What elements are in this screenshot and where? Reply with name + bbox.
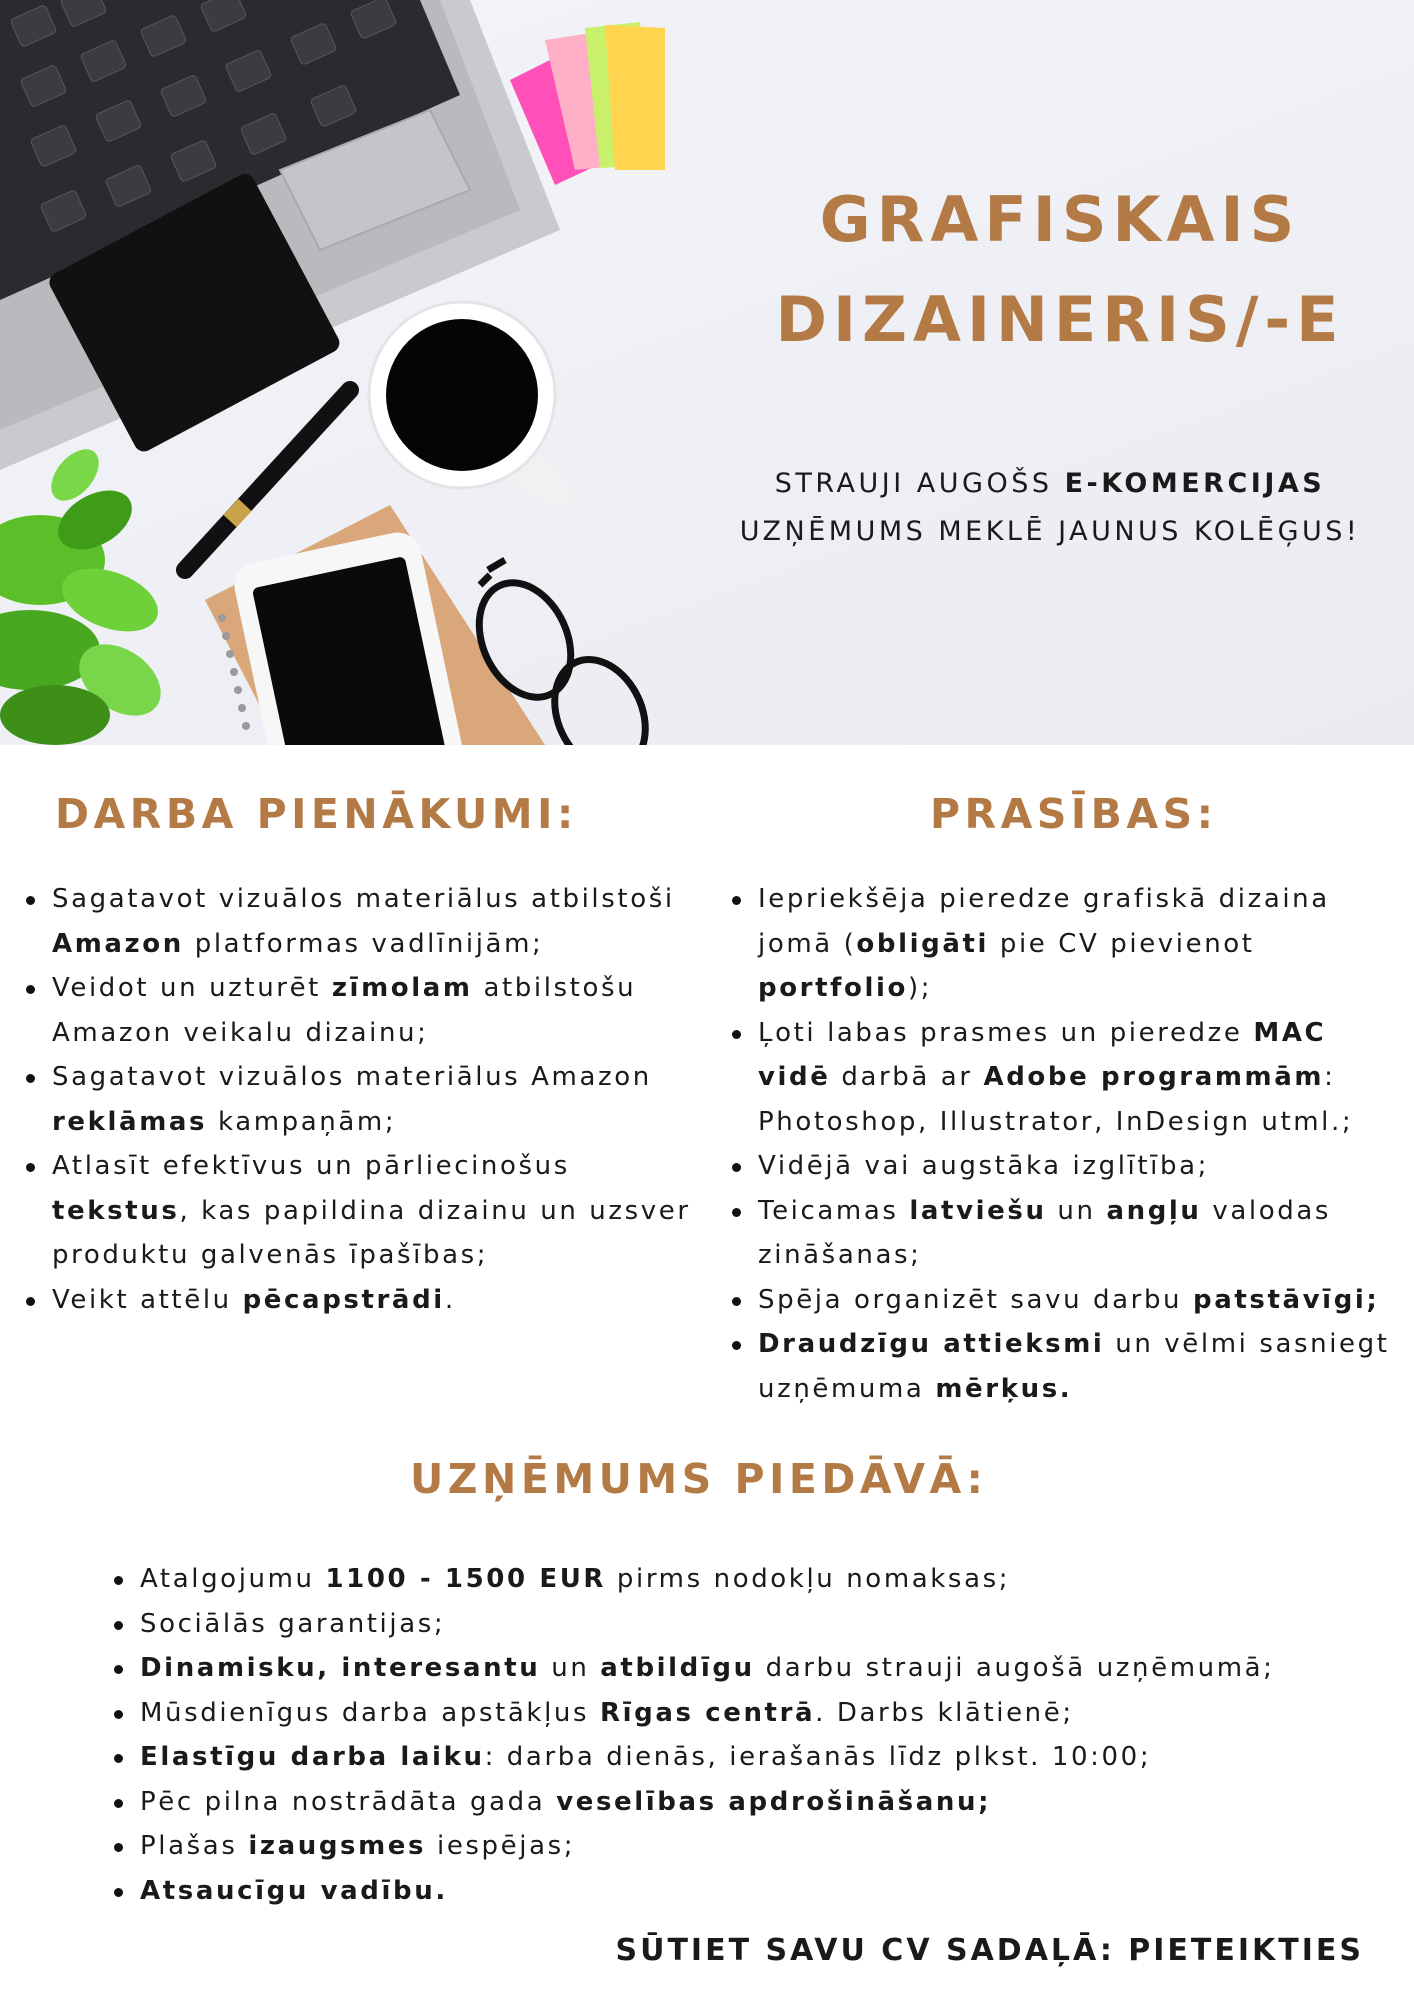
text: kampaņām; bbox=[207, 1106, 397, 1137]
bold-text: Amazon bbox=[52, 928, 184, 959]
list-item bbox=[728, 1278, 1408, 1323]
duties-heading: DARBA PIENĀKUMI: bbox=[55, 790, 578, 838]
list-item bbox=[22, 1055, 702, 1144]
job-title-line1: GRAFISKAIS bbox=[819, 183, 1301, 256]
requirements-heading: PRASĪBAS: bbox=[930, 790, 1218, 838]
list-item bbox=[110, 1780, 1400, 1825]
bold-text: veselības apdrošināšanu; bbox=[556, 1786, 992, 1817]
text: pie CV pievienot bbox=[989, 928, 1255, 959]
requirements-list bbox=[728, 877, 1408, 1411]
bold-text: Elastīgu darba laiku bbox=[140, 1742, 485, 1772]
job-title-line2: DIZAINERIS/-E bbox=[775, 283, 1345, 356]
list-item bbox=[110, 1691, 1400, 1736]
hero-banner bbox=[0, 0, 1414, 745]
text: Plašas bbox=[140, 1831, 249, 1861]
duties-list bbox=[22, 877, 702, 1322]
text: pirms nodokļu nomaksas; bbox=[606, 1564, 1011, 1594]
bold-text: E-KOMERCIJAS bbox=[1064, 468, 1326, 499]
text: ); bbox=[908, 973, 933, 1003]
bold-text: reklāmas bbox=[52, 1106, 208, 1137]
list-item bbox=[110, 1557, 1400, 1602]
list-item bbox=[110, 1735, 1400, 1780]
list-item bbox=[110, 1646, 1400, 1691]
workspace-photo bbox=[0, 0, 700, 745]
text: Sociālās garantijas; bbox=[140, 1608, 446, 1639]
bold-text: Draudzīgu attieksmi bbox=[758, 1329, 1105, 1359]
text: . Darbs klātienē; bbox=[815, 1697, 1074, 1728]
bold-text: MAC vidē bbox=[758, 1017, 1327, 1092]
bold-text: obligāti bbox=[856, 928, 990, 959]
bold-text: atbildīgu bbox=[600, 1653, 755, 1683]
list-item bbox=[110, 1602, 1400, 1647]
bold-text: tekstus bbox=[52, 1195, 180, 1226]
text: STRAUJI AUGOŠS bbox=[774, 468, 1065, 499]
text: Sagatavot vizuālos materiālus Amazon bbox=[52, 1062, 652, 1092]
list-item bbox=[110, 1824, 1400, 1869]
text: iespējas; bbox=[426, 1831, 576, 1861]
list-item bbox=[22, 966, 702, 1055]
text: Ļoti labas prasmes un pieredze bbox=[758, 1017, 1254, 1048]
text: Vidējā vai augstāka izglītība; bbox=[758, 1151, 1209, 1181]
list-item bbox=[728, 1322, 1408, 1411]
list-item bbox=[22, 1144, 702, 1278]
list-item bbox=[22, 1278, 702, 1323]
job-title bbox=[700, 170, 1414, 370]
apply-call-to-action: SŪTIET SAVU CV SADAĻĀ: PIETEIKTIES bbox=[615, 1933, 1364, 1968]
text: darbu strauji augošā uzņēmumā; bbox=[754, 1653, 1275, 1683]
text: un bbox=[1046, 1195, 1107, 1226]
bold-text: Dinamisku, interesantu bbox=[140, 1653, 541, 1683]
bold-text: mērķus. bbox=[935, 1373, 1073, 1404]
text: valodas zināšanas; bbox=[758, 1195, 1332, 1270]
bold-text: angļu bbox=[1106, 1195, 1202, 1226]
bold-text: latviešu bbox=[909, 1195, 1047, 1226]
bold-text: pēcapstrādi bbox=[242, 1284, 445, 1315]
text: . bbox=[444, 1284, 456, 1315]
bold-text: Rīgas centrā bbox=[599, 1697, 816, 1728]
tagline bbox=[730, 460, 1370, 556]
text: darbā ar bbox=[830, 1062, 984, 1092]
list-item bbox=[22, 877, 702, 966]
text: platformas vadlīnijām; bbox=[183, 928, 544, 959]
offer-list bbox=[110, 1557, 1400, 1913]
smartphone-icon bbox=[230, 528, 470, 745]
text: : Photoshop, Illustrator, InDesign utml.; bbox=[758, 1062, 1354, 1137]
bold-text: portfolio bbox=[758, 973, 908, 1003]
coffee-cup-icon bbox=[369, 302, 581, 517]
text: Mūsdienīgus darba apstākļus bbox=[140, 1697, 600, 1728]
text: atbilstošu Amazon veikalu dizainu; bbox=[52, 973, 637, 1048]
list-item bbox=[728, 1011, 1408, 1145]
text: un bbox=[540, 1653, 601, 1683]
bold-text: Atsaucīgu vadību. bbox=[140, 1875, 448, 1906]
text: Teicamas bbox=[758, 1195, 910, 1226]
text: Iepriekšēja pieredze grafiskā dizaina jomā ( bbox=[758, 884, 1330, 959]
list-item bbox=[728, 877, 1408, 1011]
offer-heading: UZŅĒMUMS PIEDĀVĀ: bbox=[410, 1455, 988, 1503]
list-item bbox=[728, 1144, 1408, 1189]
text: Spēja organizēt savu darbu bbox=[758, 1284, 1193, 1315]
text: Veidot un uzturēt bbox=[52, 973, 332, 1003]
bold-text: patstāvīgi; bbox=[1193, 1284, 1380, 1315]
bold-text: 1100 - 1500 EUR bbox=[325, 1564, 607, 1594]
list-item bbox=[728, 1189, 1408, 1278]
text: , kas papildina dizainu un uzsver produktu galvenās īpašības; bbox=[52, 1195, 691, 1270]
sticky-notes-icon bbox=[510, 22, 665, 185]
text: Atlasīt efektīvus un pārliecinošus bbox=[52, 1151, 570, 1181]
bold-text: Adobe programmām bbox=[983, 1062, 1325, 1092]
text: Sagatavot vizuālos materiālus atbilstoši bbox=[52, 884, 675, 914]
list-item bbox=[110, 1869, 1400, 1914]
plant-icon bbox=[0, 440, 174, 745]
text: Atalgojumu bbox=[140, 1564, 326, 1594]
text: Pēc pilna nostrādāta gada bbox=[140, 1786, 557, 1817]
text: UZŅĒMUMS MEKLĒ JAUNUS KOLĒĢUS! bbox=[739, 516, 1361, 547]
bold-text: zīmolam bbox=[331, 973, 473, 1003]
text: un vēlmi sasniegt uzņēmuma bbox=[758, 1329, 1390, 1404]
text: : darba dienās, ierašanās līdz plkst. 10:00; bbox=[484, 1742, 1152, 1772]
bold-text: izaugsmes bbox=[248, 1831, 427, 1861]
text: Veikt attēlu bbox=[52, 1284, 243, 1315]
